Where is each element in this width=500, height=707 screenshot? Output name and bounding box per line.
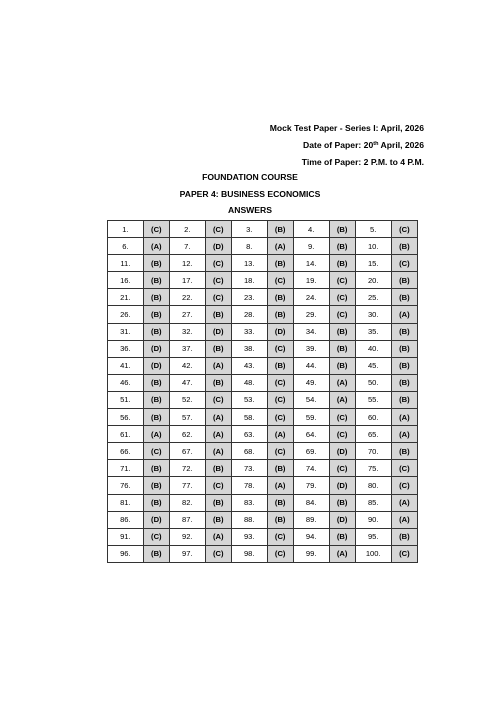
question-number-cell: 78. bbox=[231, 477, 267, 494]
question-number-cell: 98. bbox=[231, 545, 267, 562]
question-number-cell: 64. bbox=[293, 426, 329, 443]
question-number-cell: 48. bbox=[231, 374, 267, 391]
answer-cell: (B) bbox=[143, 306, 169, 323]
answer-row bbox=[108, 528, 418, 545]
answer-cell: (D) bbox=[329, 443, 355, 460]
answer-cell: (D) bbox=[143, 340, 169, 357]
date-superscript: th bbox=[373, 141, 379, 147]
paper-title: PAPER 4: BUSINESS ECONOMICS bbox=[179, 189, 321, 199]
answer-cell: (B) bbox=[267, 357, 293, 374]
answer-cell: (A) bbox=[391, 511, 417, 528]
answer-cell: (A) bbox=[391, 306, 417, 323]
question-number-cell: 93. bbox=[231, 528, 267, 545]
answer-cell: (C) bbox=[267, 272, 293, 289]
question-number-cell: 73. bbox=[231, 460, 267, 477]
question-number-cell: 16. bbox=[108, 272, 144, 289]
answer-cell: (B) bbox=[267, 511, 293, 528]
question-number-cell: 92. bbox=[169, 528, 205, 545]
answer-cell: (C) bbox=[205, 255, 231, 272]
question-number-cell: 42. bbox=[169, 357, 205, 374]
question-number-cell: 1. bbox=[108, 221, 144, 238]
answer-cell: (B) bbox=[329, 323, 355, 340]
question-number-cell: 54. bbox=[293, 391, 329, 408]
question-number-cell: 29. bbox=[293, 306, 329, 323]
answer-row bbox=[108, 374, 418, 391]
answer-cell: (A) bbox=[205, 528, 231, 545]
answer-cell: (B) bbox=[267, 255, 293, 272]
question-number-cell: 52. bbox=[169, 391, 205, 408]
question-number-cell: 51. bbox=[108, 391, 144, 408]
question-number-cell: 79. bbox=[293, 477, 329, 494]
question-number-cell: 20. bbox=[355, 272, 391, 289]
question-number-cell: 27. bbox=[169, 306, 205, 323]
answer-cell: (B) bbox=[329, 528, 355, 545]
answer-cell: (B) bbox=[205, 374, 231, 391]
answer-cell: (B) bbox=[391, 323, 417, 340]
answer-row bbox=[108, 511, 418, 528]
answer-cell: (B) bbox=[143, 374, 169, 391]
answer-cell: (C) bbox=[391, 221, 417, 238]
answer-cell: (B) bbox=[391, 238, 417, 255]
answer-cell: (B) bbox=[205, 511, 231, 528]
question-number-cell: 25. bbox=[355, 289, 391, 306]
date-suffix: April, 2026 bbox=[378, 140, 424, 150]
question-number-cell: 58. bbox=[231, 409, 267, 426]
question-number-cell: 87. bbox=[169, 511, 205, 528]
answer-row bbox=[108, 409, 418, 426]
question-number-cell: 77. bbox=[169, 477, 205, 494]
question-number-cell: 10. bbox=[355, 238, 391, 255]
question-number-cell: 65. bbox=[355, 426, 391, 443]
question-number-cell: 85. bbox=[355, 494, 391, 511]
answer-cell: (A) bbox=[143, 426, 169, 443]
answer-cell: (C) bbox=[143, 528, 169, 545]
answer-cell: (B) bbox=[391, 289, 417, 306]
question-number-cell: 14. bbox=[293, 255, 329, 272]
answer-cell: (C) bbox=[391, 477, 417, 494]
answer-cell: (B) bbox=[143, 477, 169, 494]
answer-cell: (C) bbox=[329, 289, 355, 306]
question-number-cell: 36. bbox=[108, 340, 144, 357]
question-number-cell: 44. bbox=[293, 357, 329, 374]
answer-cell: (B) bbox=[329, 340, 355, 357]
answer-cell: (C) bbox=[329, 426, 355, 443]
answer-cell: (B) bbox=[143, 289, 169, 306]
question-number-cell: 8. bbox=[231, 238, 267, 255]
question-number-cell: 80. bbox=[355, 477, 391, 494]
answer-row bbox=[108, 323, 418, 340]
question-number-cell: 47. bbox=[169, 374, 205, 391]
answer-row bbox=[108, 221, 418, 238]
answer-cell: (A) bbox=[205, 426, 231, 443]
answer-cell: (D) bbox=[329, 511, 355, 528]
answer-cell: (C) bbox=[329, 272, 355, 289]
answer-cell: (B) bbox=[391, 528, 417, 545]
question-number-cell: 17. bbox=[169, 272, 205, 289]
question-number-cell: 30. bbox=[355, 306, 391, 323]
question-number-cell: 70. bbox=[355, 443, 391, 460]
question-number-cell: 67. bbox=[169, 443, 205, 460]
question-number-cell: 35. bbox=[355, 323, 391, 340]
answer-cell: (D) bbox=[205, 238, 231, 255]
question-number-cell: 72. bbox=[169, 460, 205, 477]
answer-cell: (B) bbox=[205, 340, 231, 357]
question-number-cell: 40. bbox=[355, 340, 391, 357]
question-number-cell: 46. bbox=[108, 374, 144, 391]
answer-cell: (B) bbox=[143, 460, 169, 477]
question-number-cell: 43. bbox=[231, 357, 267, 374]
question-number-cell: 76. bbox=[108, 477, 144, 494]
answer-row bbox=[108, 477, 418, 494]
answer-cell: (B) bbox=[329, 494, 355, 511]
question-number-cell: 53. bbox=[231, 391, 267, 408]
question-number-cell: 57. bbox=[169, 409, 205, 426]
answer-row bbox=[108, 460, 418, 477]
answer-cell: (B) bbox=[267, 306, 293, 323]
answer-row bbox=[108, 272, 418, 289]
answer-cell: (B) bbox=[391, 391, 417, 408]
date-of-paper bbox=[303, 140, 424, 150]
question-number-cell: 41. bbox=[108, 357, 144, 374]
question-number-cell: 68. bbox=[231, 443, 267, 460]
question-number-cell: 39. bbox=[293, 340, 329, 357]
answer-cell: (C) bbox=[267, 545, 293, 562]
question-number-cell: 75. bbox=[355, 460, 391, 477]
question-number-cell: 91. bbox=[108, 528, 144, 545]
answer-cell: (A) bbox=[329, 391, 355, 408]
answer-cell: (B) bbox=[205, 306, 231, 323]
question-number-cell: 32. bbox=[169, 323, 205, 340]
question-number-cell: 69. bbox=[293, 443, 329, 460]
question-number-cell: 95. bbox=[355, 528, 391, 545]
date-prefix: Date of Paper: 20 bbox=[303, 140, 374, 150]
answer-cell: (B) bbox=[391, 443, 417, 460]
answer-row bbox=[108, 391, 418, 408]
question-number-cell: 96. bbox=[108, 545, 144, 562]
question-number-cell: 84. bbox=[293, 494, 329, 511]
answer-cell: (C) bbox=[205, 477, 231, 494]
question-number-cell: 90. bbox=[355, 511, 391, 528]
question-number-cell: 2. bbox=[169, 221, 205, 238]
question-number-cell: 23. bbox=[231, 289, 267, 306]
answer-cell: (B) bbox=[391, 272, 417, 289]
answer-cell: (B) bbox=[329, 255, 355, 272]
answer-cell: (C) bbox=[205, 289, 231, 306]
answer-cell: (A) bbox=[329, 374, 355, 391]
question-number-cell: 3. bbox=[231, 221, 267, 238]
question-number-cell: 6. bbox=[108, 238, 144, 255]
question-number-cell: 7. bbox=[169, 238, 205, 255]
answers-heading: ANSWERS bbox=[228, 205, 272, 215]
question-number-cell: 61. bbox=[108, 426, 144, 443]
answer-cell: (C) bbox=[143, 443, 169, 460]
answer-cell: (D) bbox=[329, 477, 355, 494]
question-number-cell: 99. bbox=[293, 545, 329, 562]
question-number-cell: 81. bbox=[108, 494, 144, 511]
question-number-cell: 45. bbox=[355, 357, 391, 374]
answer-cell: (B) bbox=[267, 494, 293, 511]
answer-cell: (A) bbox=[391, 409, 417, 426]
answer-row bbox=[108, 289, 418, 306]
question-number-cell: 86. bbox=[108, 511, 144, 528]
question-number-cell: 60. bbox=[355, 409, 391, 426]
answer-row bbox=[108, 255, 418, 272]
answer-cell: (B) bbox=[143, 409, 169, 426]
question-number-cell: 71. bbox=[108, 460, 144, 477]
question-number-cell: 28. bbox=[231, 306, 267, 323]
answer-cell: (C) bbox=[329, 306, 355, 323]
answer-cell: (C) bbox=[329, 409, 355, 426]
answer-cell: (C) bbox=[267, 528, 293, 545]
answer-key-table bbox=[107, 220, 418, 563]
question-number-cell: 33. bbox=[231, 323, 267, 340]
answer-cell: (A) bbox=[205, 443, 231, 460]
answer-cell: (C) bbox=[391, 460, 417, 477]
answer-cell: (A) bbox=[329, 545, 355, 562]
answer-cell: (C) bbox=[267, 340, 293, 357]
answer-cell: (D) bbox=[143, 357, 169, 374]
answer-cell: (C) bbox=[205, 272, 231, 289]
answer-cell: (B) bbox=[391, 374, 417, 391]
answer-cell: (A) bbox=[205, 409, 231, 426]
question-number-cell: 15. bbox=[355, 255, 391, 272]
answer-cell: (C) bbox=[391, 255, 417, 272]
answer-cell: (C) bbox=[205, 545, 231, 562]
question-number-cell: 26. bbox=[108, 306, 144, 323]
answer-cell: (B) bbox=[267, 289, 293, 306]
answer-cell: (C) bbox=[391, 545, 417, 562]
answer-cell: (B) bbox=[329, 238, 355, 255]
question-number-cell: 94. bbox=[293, 528, 329, 545]
answer-cell: (B) bbox=[143, 272, 169, 289]
answer-row bbox=[108, 426, 418, 443]
answer-cell: (B) bbox=[143, 545, 169, 562]
answer-row bbox=[108, 357, 418, 374]
answer-row bbox=[108, 494, 418, 511]
paper-series-title: Mock Test Paper - Series I: April, 2026 bbox=[269, 123, 424, 133]
question-number-cell: 31. bbox=[108, 323, 144, 340]
answer-cell: (C) bbox=[267, 391, 293, 408]
answer-cell: (B) bbox=[143, 323, 169, 340]
answer-cell: (B) bbox=[205, 460, 231, 477]
answer-cell: (B) bbox=[143, 255, 169, 272]
answer-cell: (D) bbox=[143, 511, 169, 528]
question-number-cell: 89. bbox=[293, 511, 329, 528]
question-number-cell: 22. bbox=[169, 289, 205, 306]
question-number-cell: 66. bbox=[108, 443, 144, 460]
question-number-cell: 21. bbox=[108, 289, 144, 306]
answer-cell: (A) bbox=[205, 357, 231, 374]
question-number-cell: 55. bbox=[355, 391, 391, 408]
question-number-cell: 62. bbox=[169, 426, 205, 443]
question-number-cell: 12. bbox=[169, 255, 205, 272]
question-number-cell: 56. bbox=[108, 409, 144, 426]
question-number-cell: 5. bbox=[355, 221, 391, 238]
answer-cell: (B) bbox=[143, 494, 169, 511]
question-number-cell: 4. bbox=[293, 221, 329, 238]
answer-cell: (A) bbox=[391, 494, 417, 511]
question-number-cell: 38. bbox=[231, 340, 267, 357]
answer-cell: (B) bbox=[329, 357, 355, 374]
answer-cell: (B) bbox=[267, 460, 293, 477]
answer-cell: (D) bbox=[205, 323, 231, 340]
answer-cell: (C) bbox=[205, 391, 231, 408]
question-number-cell: 49. bbox=[293, 374, 329, 391]
answer-cell: (B) bbox=[391, 357, 417, 374]
answer-key-body bbox=[108, 221, 418, 563]
question-number-cell: 88. bbox=[231, 511, 267, 528]
answer-cell: (C) bbox=[143, 221, 169, 238]
answer-row bbox=[108, 443, 418, 460]
question-number-cell: 11. bbox=[108, 255, 144, 272]
answer-cell: (A) bbox=[391, 426, 417, 443]
question-number-cell: 82. bbox=[169, 494, 205, 511]
question-number-cell: 63. bbox=[231, 426, 267, 443]
answer-row bbox=[108, 545, 418, 562]
question-number-cell: 19. bbox=[293, 272, 329, 289]
answer-cell: (C) bbox=[267, 374, 293, 391]
question-number-cell: 59. bbox=[293, 409, 329, 426]
answer-cell: (A) bbox=[267, 426, 293, 443]
answer-row bbox=[108, 340, 418, 357]
answer-cell: (C) bbox=[205, 221, 231, 238]
question-number-cell: 83. bbox=[231, 494, 267, 511]
answer-cell: (A) bbox=[267, 477, 293, 494]
answer-cell: (A) bbox=[143, 238, 169, 255]
course-title: FOUNDATION COURSE bbox=[202, 172, 298, 182]
question-number-cell: 37. bbox=[169, 340, 205, 357]
answer-cell: (A) bbox=[267, 238, 293, 255]
question-number-cell: 34. bbox=[293, 323, 329, 340]
answer-cell: (C) bbox=[267, 409, 293, 426]
answer-cell: (B) bbox=[267, 221, 293, 238]
time-of-paper: Time of Paper: 2 P.M. to 4 P.M. bbox=[301, 157, 424, 167]
question-number-cell: 74. bbox=[293, 460, 329, 477]
answer-cell: (B) bbox=[143, 391, 169, 408]
question-number-cell: 24. bbox=[293, 289, 329, 306]
answer-cell: (B) bbox=[391, 340, 417, 357]
answer-cell: (C) bbox=[267, 443, 293, 460]
question-number-cell: 50. bbox=[355, 374, 391, 391]
answer-row bbox=[108, 238, 418, 255]
question-number-cell: 97. bbox=[169, 545, 205, 562]
question-number-cell: 18. bbox=[231, 272, 267, 289]
answer-cell: (B) bbox=[329, 221, 355, 238]
answer-cell: (C) bbox=[329, 460, 355, 477]
answer-row bbox=[108, 306, 418, 323]
question-number-cell: 9. bbox=[293, 238, 329, 255]
answer-cell: (B) bbox=[205, 494, 231, 511]
answer-cell: (D) bbox=[267, 323, 293, 340]
question-number-cell: 100. bbox=[355, 545, 391, 562]
question-number-cell: 13. bbox=[231, 255, 267, 272]
